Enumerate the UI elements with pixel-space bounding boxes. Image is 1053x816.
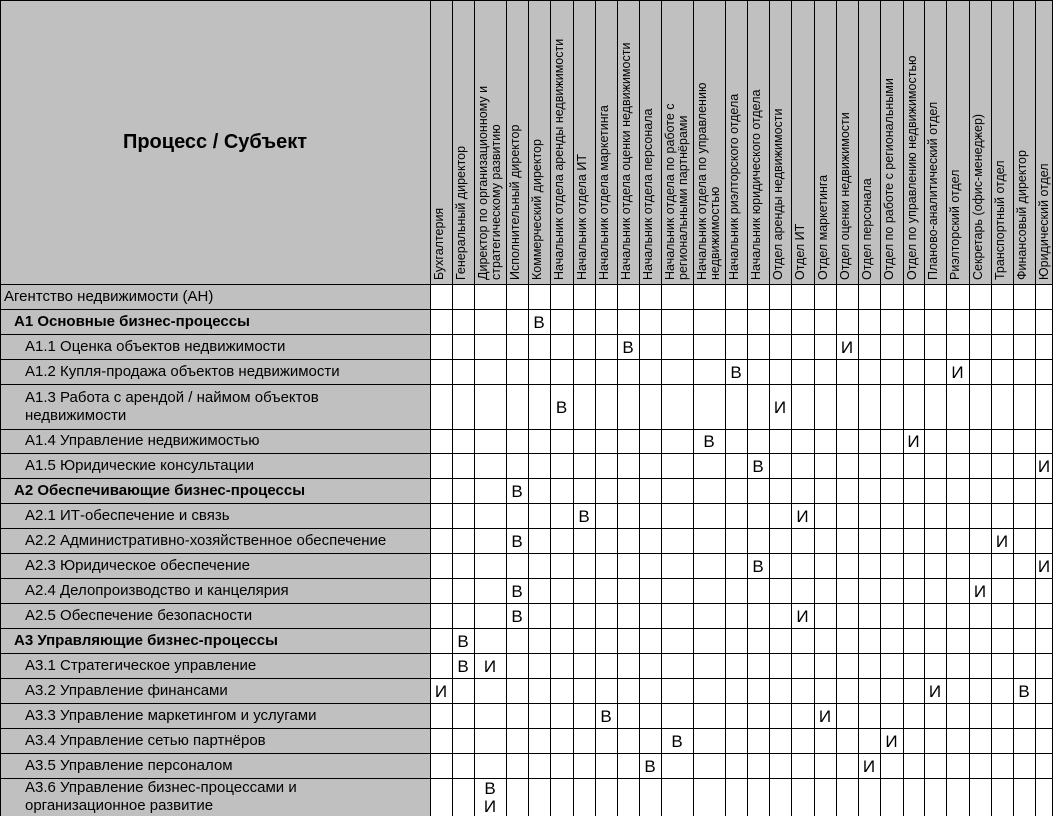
column-header (617, 0, 639, 284)
raci-mark: В (457, 656, 469, 676)
raci-mark: И (907, 432, 920, 451)
grid-line-v (969, 0, 970, 816)
grid-line-v (725, 0, 726, 816)
row-label: А3.3 Управление маркетингом и услугами (0, 703, 430, 728)
raci-mark: И (1037, 556, 1051, 576)
column-header (661, 0, 693, 284)
column-header-label: Отдел маркетинга (816, 174, 830, 280)
grid-line-v (693, 0, 694, 816)
grid-line-h (0, 653, 1053, 654)
grid-line-v (0, 0, 1, 816)
row-label: А3.1 Стратегическое управление (0, 653, 430, 678)
raci-mark: В (511, 481, 523, 501)
grid-line-v (858, 0, 859, 816)
raci-mark: В И (483, 779, 497, 816)
grid-line-h (0, 528, 1053, 529)
grid-line-h (0, 628, 1053, 629)
row-label: А2.2 Административно-хозяйственное обеспечение (0, 528, 430, 553)
column-header-label: Отдел по управлению недвижимостью (905, 55, 919, 280)
raci-mark: В (752, 556, 764, 576)
raci-mark: И (796, 506, 809, 526)
column-header (506, 0, 528, 284)
column-header-label: Начальник отдела персонала (641, 108, 655, 280)
grid-line-v (924, 0, 925, 816)
grid-line-v (430, 0, 431, 816)
column-header (725, 0, 747, 284)
grid-line-h (0, 778, 1053, 779)
grid-line-v (747, 0, 748, 816)
raci-mark: И (973, 581, 987, 601)
raci-mark: И (434, 681, 448, 701)
raci-mark: В (511, 606, 523, 626)
row-label: А3.4 Управление сетью партнёров (0, 728, 430, 753)
column-header-label: Юридический отдел (1037, 163, 1051, 280)
grid-line-v (791, 0, 792, 816)
raci-mark: И (951, 362, 964, 382)
column-header-label: Финансовый директор (1015, 150, 1029, 280)
grid-line-v (550, 0, 551, 816)
grid-line-h (0, 384, 1053, 385)
grid-line-h (0, 453, 1053, 454)
grid-line-v (617, 0, 618, 816)
grid-line-h (0, 309, 1053, 310)
grid-line-h (0, 553, 1053, 554)
column-header-label: Отдел по работе с региональными (882, 78, 896, 280)
column-header-label: Начальник риэлторского отдела (727, 93, 741, 280)
raci-mark: И (773, 397, 787, 417)
column-header (528, 0, 550, 284)
column-header (1035, 0, 1053, 284)
grid-line-h (0, 334, 1053, 335)
column-header (991, 0, 1013, 284)
column-header-label: Генеральный директор (454, 145, 468, 280)
raci-mark: В (752, 456, 764, 476)
row-label: А1.4 Управление недвижимостью (0, 429, 430, 453)
row-label: А2.4 Делопроизводство и канцелярия (0, 578, 430, 603)
row-label: А1.3 Работа с арендой / наймом объектов недвижимости (0, 384, 430, 429)
grid-line-v (1013, 0, 1014, 816)
grid-line-v (1035, 0, 1036, 816)
column-header (595, 0, 617, 284)
grid-line-h (0, 284, 1053, 285)
raci-mark: И (796, 606, 809, 626)
row-label: А1 Основные бизнес-процессы (0, 309, 430, 334)
raci-mark: И (928, 681, 942, 701)
column-header (903, 0, 924, 284)
grid-line-h (0, 678, 1053, 679)
row-label: А2.5 Обеспечение безопасности (0, 603, 430, 628)
grid-line-v (836, 0, 837, 816)
raci-mark: И (840, 337, 854, 357)
column-header (924, 0, 946, 284)
column-header (474, 0, 506, 284)
column-header-label: Отдел оценки недвижимости (838, 112, 852, 280)
grid-line-v (528, 0, 529, 816)
raci-mark: В (555, 397, 568, 417)
grid-line-v (946, 0, 947, 816)
raci-mark: В (511, 531, 523, 551)
grid-line-h (0, 0, 1053, 1)
column-header-label: Начальник отдела аренды недвижимости (552, 38, 566, 280)
column-header (550, 0, 573, 284)
column-header (814, 0, 836, 284)
row-label: А3 Управляющие бизнес-процессы (0, 628, 430, 653)
row-label: А3.5 Управление персоналом (0, 753, 430, 778)
column-header-label: Отдел персонала (860, 178, 874, 280)
grid-line-h (0, 703, 1053, 704)
column-header-label: Начальник отдела по работе с региональными партнёрами (663, 103, 690, 280)
row-label: А3.6 Управление бизнес-процессами и организационное развитие (0, 778, 430, 816)
grid-line-h (0, 603, 1053, 604)
raci-mark: И (483, 656, 497, 676)
grid-line-h (0, 728, 1053, 729)
column-header-label: Коммерческий директор (530, 139, 544, 280)
grid-line-v (573, 0, 574, 816)
row-label: Агентство недвижимости (АН) (0, 284, 430, 309)
row-label: А2.1 ИТ-обеспечение и связь (0, 503, 430, 528)
column-header (693, 0, 725, 284)
row-label: А3.2 Управление финансами (0, 678, 430, 703)
raci-mark: В (644, 756, 656, 776)
column-header-label: Бухгалтерия (432, 207, 446, 280)
raci-mark: В (622, 337, 634, 357)
raci-mark: В (600, 706, 612, 726)
raci-mark: В (730, 362, 742, 382)
grid-line-v (661, 0, 662, 816)
raci-mark: В (703, 432, 715, 451)
row-label: А2 Обеспечивающие бизнес-процессы (0, 478, 430, 503)
grid-line-h (0, 753, 1053, 754)
row-label: А2.3 Юридическое обеспечение (0, 553, 430, 578)
grid-line-v (769, 0, 770, 816)
grid-line-h (0, 478, 1053, 479)
grid-line-v (991, 0, 992, 816)
grid-line-v (595, 0, 596, 816)
column-header (747, 0, 769, 284)
raci-mark: И (995, 531, 1009, 551)
column-header (573, 0, 595, 284)
column-header-label: Планово-аналитический отдел (926, 101, 940, 280)
grid-line-v (474, 0, 475, 816)
column-header-label: Исполнительный директор (508, 124, 522, 280)
grid-line-h (0, 503, 1053, 504)
column-header (836, 0, 858, 284)
grid-line-v (814, 0, 815, 816)
column-header (858, 0, 880, 284)
column-header (1013, 0, 1035, 284)
raci-mark: И (862, 756, 876, 776)
raci-mark: В (671, 731, 683, 751)
column-header (452, 0, 474, 284)
raci-mark: В (533, 312, 545, 332)
row-label: А1.1 Оценка объектов недвижимости (0, 334, 430, 359)
raci-mark: В (578, 506, 590, 526)
column-header (639, 0, 661, 284)
column-header-label: Транспортный отдел (993, 160, 1007, 280)
raci-mark: В (1018, 681, 1030, 701)
raci-mark: И (818, 706, 832, 726)
column-header-label: Директор по организационному и стратегическому развитию (476, 85, 503, 280)
column-header (769, 0, 791, 284)
grid-line-v (452, 0, 453, 816)
column-header-label: Начальник отдела маркетинга (597, 105, 611, 280)
row-label: А1.5 Юридические консультации (0, 453, 430, 478)
column-header-label: Секретарь (офис-менеджер) (971, 113, 985, 280)
grid-line-v (639, 0, 640, 816)
raci-mark: В (511, 581, 523, 601)
column-header (791, 0, 814, 284)
matrix-title: Процесс / Субъект (0, 0, 430, 284)
grid-line-v (506, 0, 507, 816)
column-header-label: Начальник юридического отдела (749, 89, 763, 280)
column-header (946, 0, 969, 284)
grid-line-h (0, 578, 1053, 579)
raci-mark: И (885, 731, 898, 751)
column-header-label: Отдел аренды недвижимости (771, 108, 785, 280)
raci-mark: В (457, 631, 469, 651)
column-header-label: Отдел ИТ (793, 223, 807, 280)
raci-mark: И (1037, 456, 1051, 476)
column-header-label: Начальник отдела оценки недвижимости (619, 42, 633, 280)
column-header-label: Начальник отдела ИТ (575, 154, 589, 280)
column-header (880, 0, 903, 284)
row-label: А1.2 Купля-продажа объектов недвижимости (0, 359, 430, 384)
column-header-label: Начальник отдела по управлению недвижимостью (695, 82, 722, 280)
grid-line-h (0, 359, 1053, 360)
grid-line-h (0, 429, 1053, 430)
column-header (969, 0, 991, 284)
column-header (430, 0, 452, 284)
grid-line-v (880, 0, 881, 816)
grid-line-v (903, 0, 904, 816)
column-header-label: Риэлторский отдел (948, 169, 962, 280)
